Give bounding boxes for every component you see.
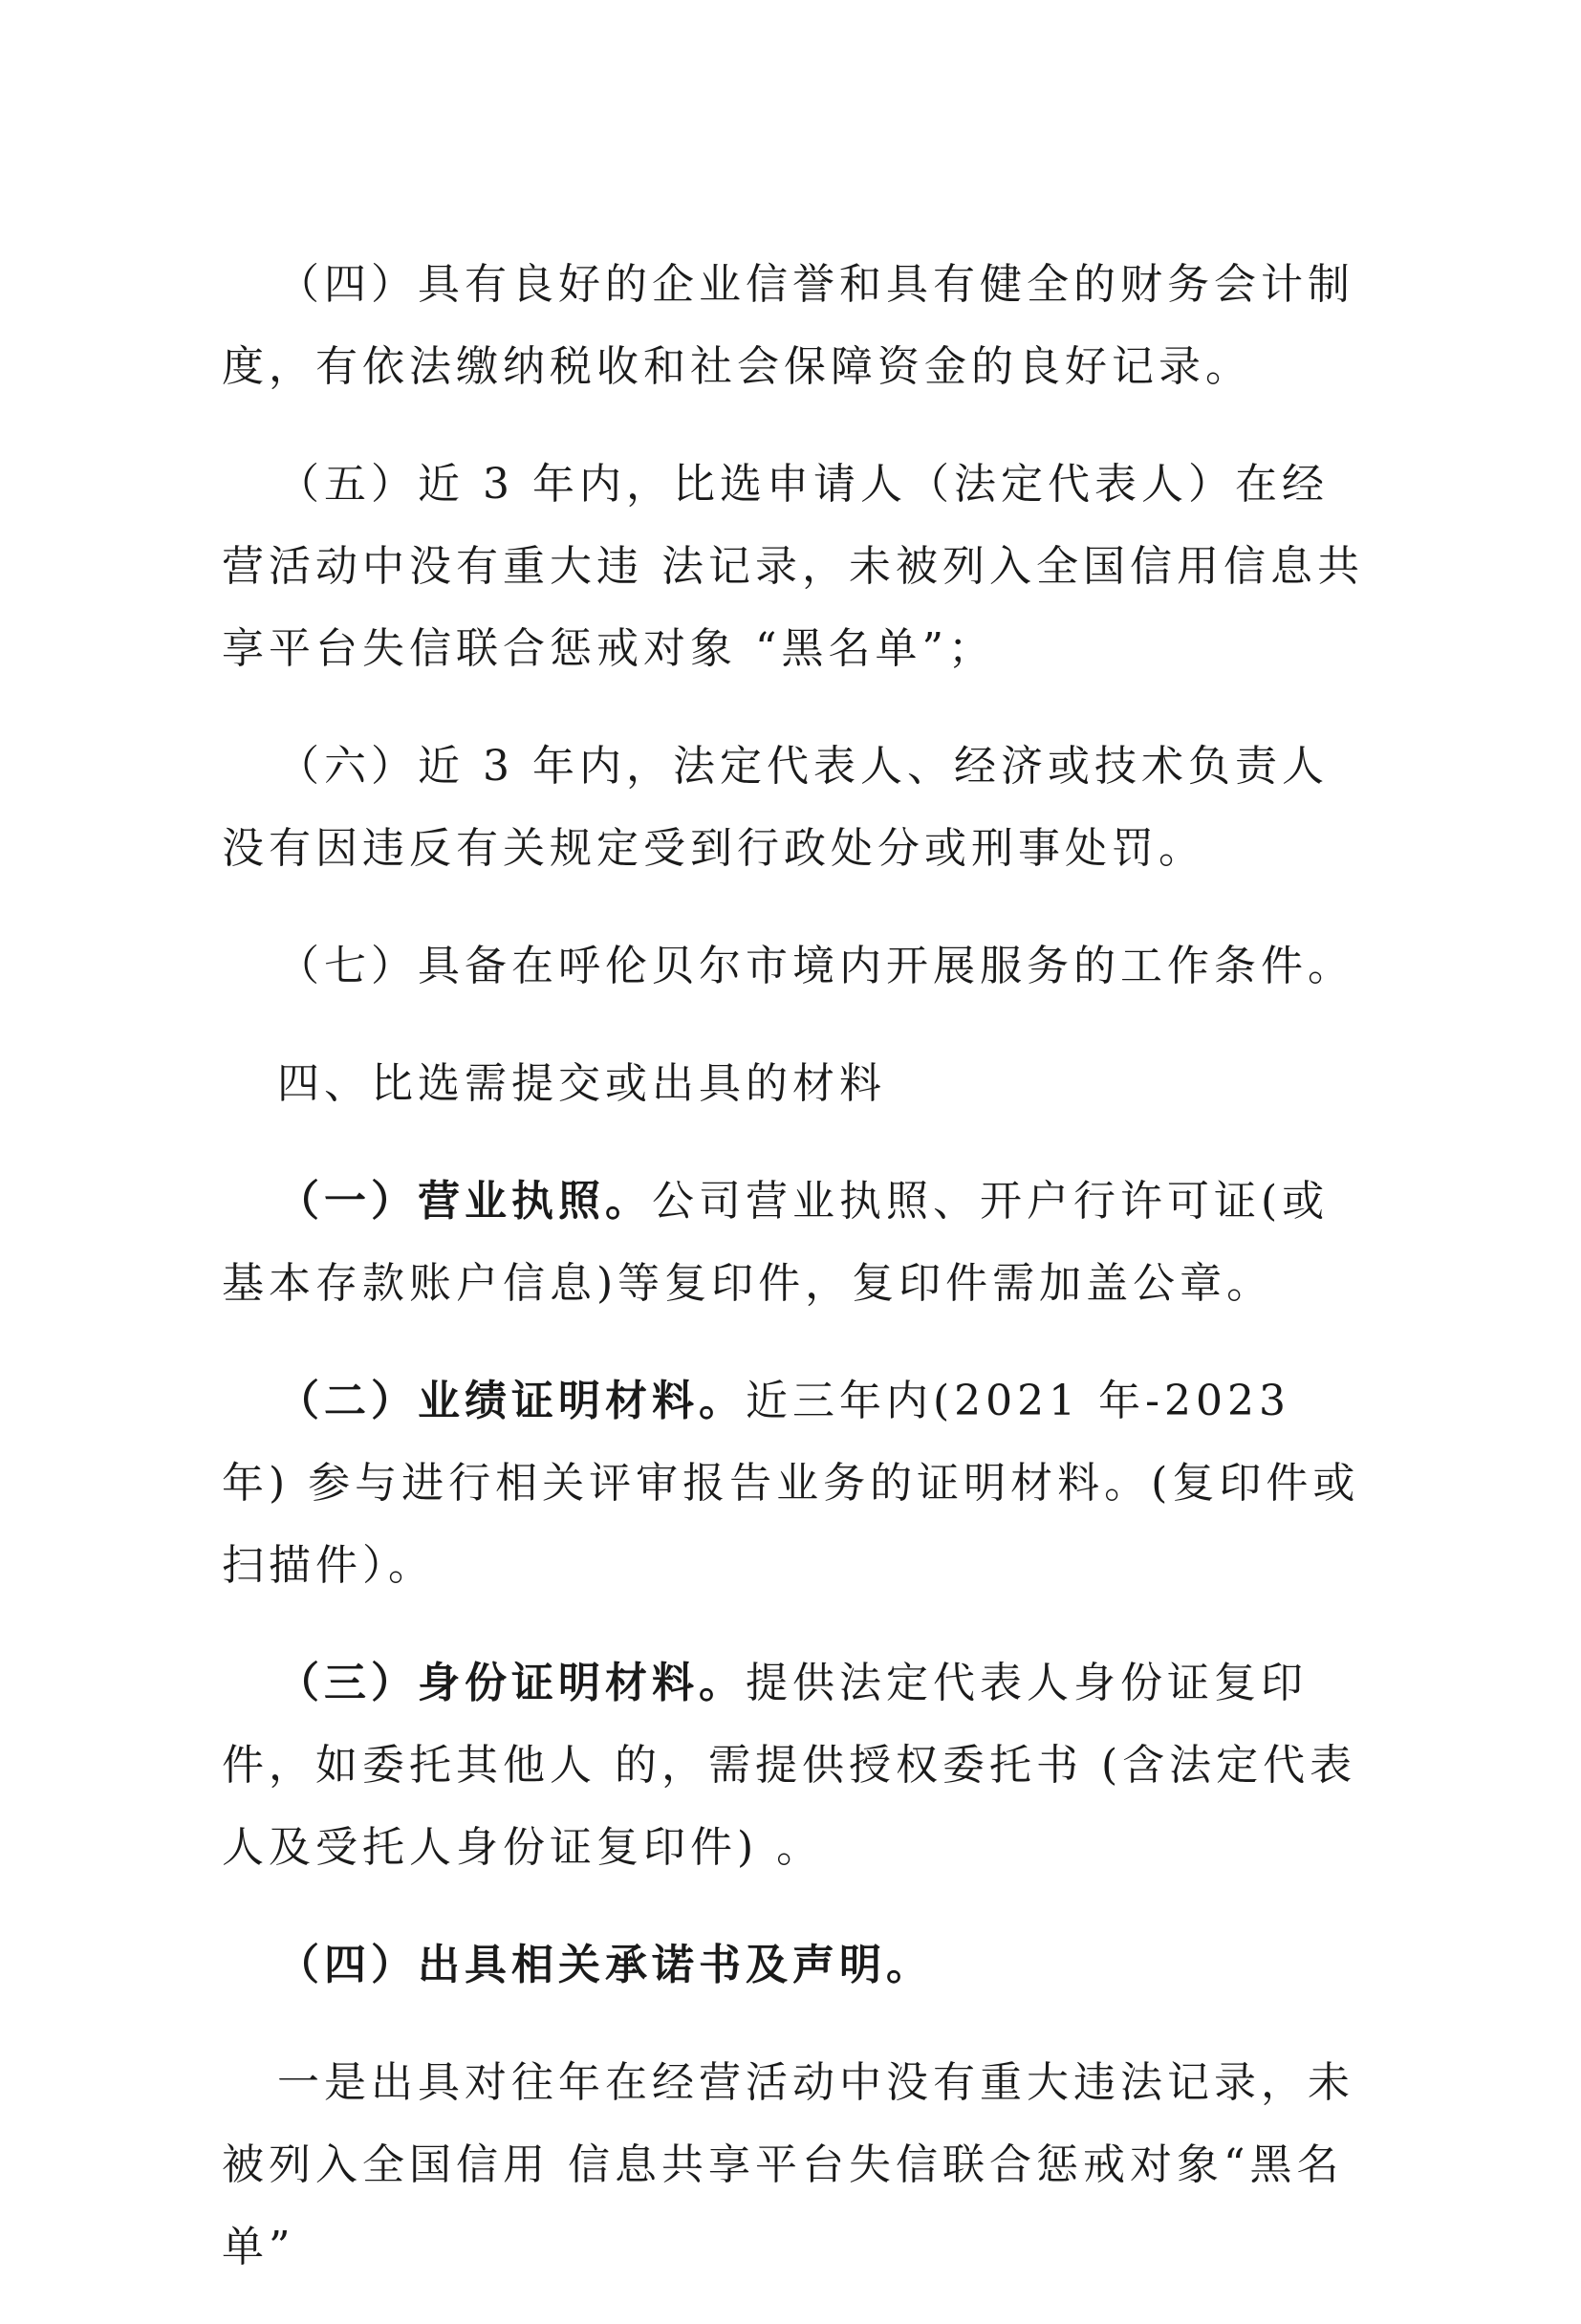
- paragraph-commitment: [222, 1924, 1365, 2007]
- paragraph-no-violation-record: [222, 444, 1365, 690]
- paragraph-business-license: [222, 1161, 1365, 1325]
- paragraph-text: （四）具有良好的企业信誉和具有健全的财务会计制度，有依法缴纳税收和社会保障资金的良好记录。: [222, 260, 1354, 391]
- paragraph-text: 近三年内(2021 年-2023 年) 参与进行相关评审报告业务的证明材料。(复印件或扫描件）。: [222, 1377, 1360, 1590]
- paragraph-commitment-first: [222, 2042, 1365, 2289]
- item-heading: （四）出具相关承诺书及声明。: [277, 1941, 933, 1989]
- item-heading: （二）业绩证明材料。: [277, 1377, 746, 1425]
- item-heading: （一）营业执照。: [277, 1177, 652, 1226]
- paragraph-text: （六）近 3 年内，法定代表人、经济或技术负责人没有因违反有关规定受到行政处分或刑事处罚。: [222, 742, 1329, 873]
- paragraph-work-conditions: [222, 925, 1365, 1008]
- paragraph-text: 提供法定代表人身份证复印件，如委托其他人 的，需提供授权委托书 (含法定代表人及受托人身份证复印件) 。: [222, 1659, 1357, 1872]
- item-heading: （三）身份证明材料。: [277, 1659, 746, 1707]
- paragraph-text: （五）近 3 年内，比选申请人（法定代表人）在经营活动中没有重大违 法记录，未被列入全国信用信息共享平台失信联合惩戒对象 “黑名单”；: [222, 460, 1364, 673]
- paragraph-text: 一是出具对往年在经营活动中没有重大违法记录，未被列入全国信用 信息共享平台失信联合惩戒对象“黑名单”: [222, 2058, 1354, 2271]
- paragraph-reputation: [222, 244, 1365, 408]
- paragraph-text: 公司营业执照、开户行许可证(或基本存款账户信息)等复印件，复印件需加盖公章。: [222, 1177, 1330, 1308]
- paragraph-performance-proof: [222, 1360, 1365, 1607]
- paragraph-no-penalty: [222, 726, 1365, 890]
- section-heading-materials: [222, 1043, 1365, 1125]
- paragraph-identity-proof: [222, 1642, 1365, 1889]
- section-title: 四、比选需提交或出具的材料: [277, 1059, 886, 1108]
- document-body: [222, 244, 1365, 2324]
- paragraph-text: （七）具备在呼伦贝尔市境内开展服务的工作条件。: [277, 942, 1354, 990]
